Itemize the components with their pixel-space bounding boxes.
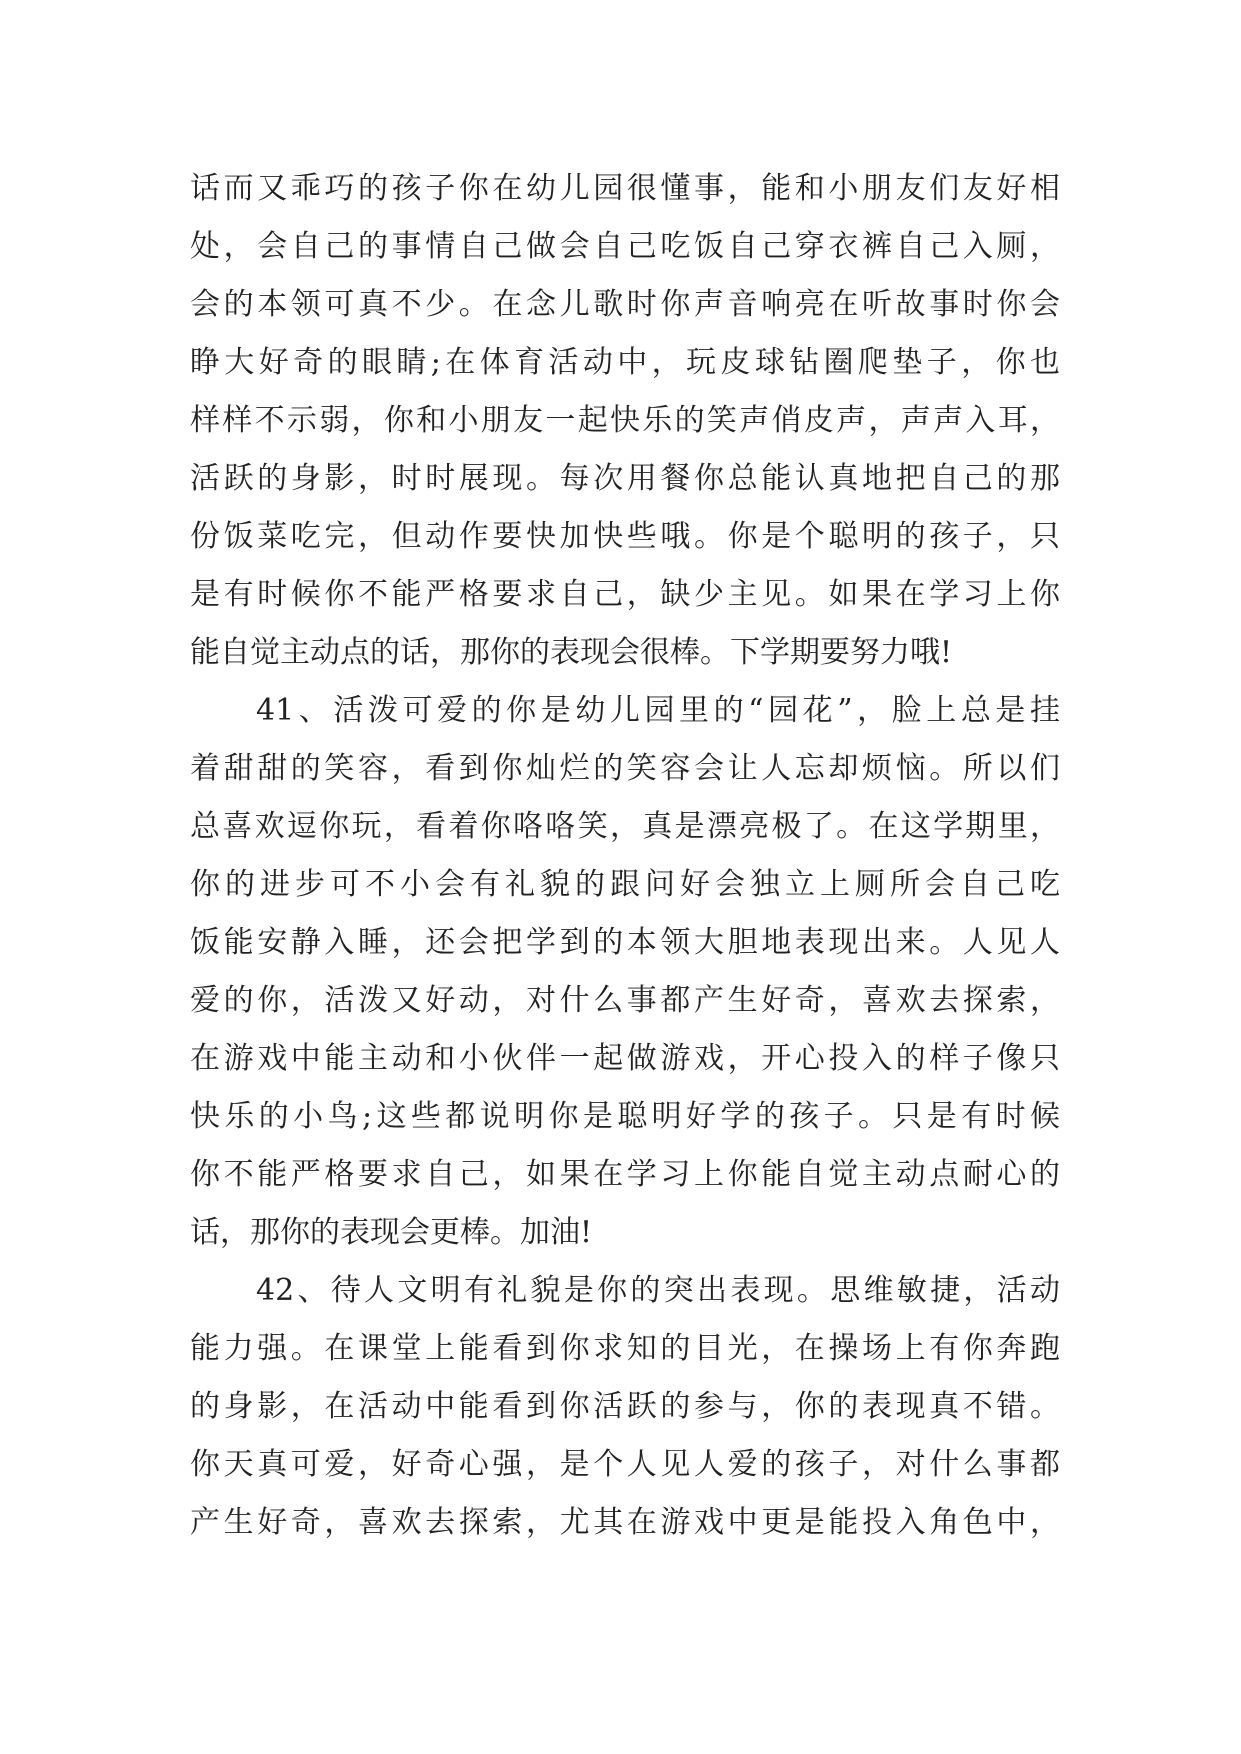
- text-line: 产生好奇，喜欢去探索，尤其在游戏中更是能投入角色中，: [190, 1505, 1060, 1540]
- text-line: 能力强。在课堂上能看到你求知的目光，在操场上有你奔跑: [190, 1331, 1060, 1366]
- text-line: 你的进步可不小会有礼貌的跟问好会独立上厕所会自己吃: [190, 867, 1060, 902]
- text-line: 你天真可爱，好奇心强，是个人见人爱的孩子，对什么事都: [190, 1447, 1060, 1482]
- text-line: 饭能安静入睡，还会把学到的本领大胆地表现出来。人见人: [190, 925, 1060, 960]
- text-line: 份饭菜吃完，但动作要快加快些哦。你是个聪明的孩子，只: [190, 519, 1060, 554]
- text-line: 的身影，在活动中能看到你活跃的参与，你的表现真不错。: [190, 1389, 1060, 1424]
- text-line: 爱的你，活泼又好动，对什么事都产生好奇，喜欢去探索，: [190, 983, 1060, 1018]
- text-line: 活跃的身影，时时展现。每次用餐你总能认真地把自己的那: [190, 461, 1060, 496]
- text-line: 你不能严格要求自己，如果在学习上你能自觉主动点耐心的: [190, 1157, 1060, 1192]
- text-line: 话而又乖巧的孩子你在幼儿园很懂事，能和小朋友们友好相: [190, 171, 1060, 206]
- text-line: 话，那你的表现会更棒。加油!: [190, 1215, 593, 1250]
- paragraph-start-line: 42、待人文明有礼貌是你的突出表现。思维敏捷，活动: [256, 1273, 1060, 1308]
- text-line: 在游戏中能主动和小伙伴一起做游戏，开心投入的样子像只: [190, 1041, 1060, 1076]
- text-line: 总喜欢逗你玩，看着你咯咯笑，真是漂亮极了。在这学期里，: [190, 809, 1060, 844]
- text-line: 着甜甜的笑容，看到你灿烂的笑容会让人忘却烦恼。所以们: [190, 751, 1060, 786]
- text-line: 处，会自己的事情自己做会自己吃饭自己穿衣裤自己入厕，: [190, 229, 1060, 264]
- text-line: 是有时候你不能严格要求自己，缺少主见。如果在学习上你: [190, 577, 1060, 612]
- text-line: 能自觉主动点的话，那你的表现会很棒。下学期要努力哦!: [190, 635, 953, 670]
- text-line: 会的本领可真不少。在念儿歌时你声音响亮在听故事时你会: [190, 287, 1060, 322]
- text-line: 快乐的小鸟;这些都说明你是聪明好学的孩子。只是有时候: [190, 1099, 1060, 1134]
- paragraph-start-line: 41、活泼可爱的你是幼儿园里的“园花”，脸上总是挂: [256, 693, 1060, 728]
- text-line: 样样不示弱，你和小朋友一起快乐的笑声俏皮声，声声入耳，: [190, 403, 1060, 438]
- text-line: 睁大好奇的眼睛;在体育活动中，玩皮球钻圈爬垫子，你也: [190, 345, 1060, 380]
- document-body: [190, 160, 1060, 1552]
